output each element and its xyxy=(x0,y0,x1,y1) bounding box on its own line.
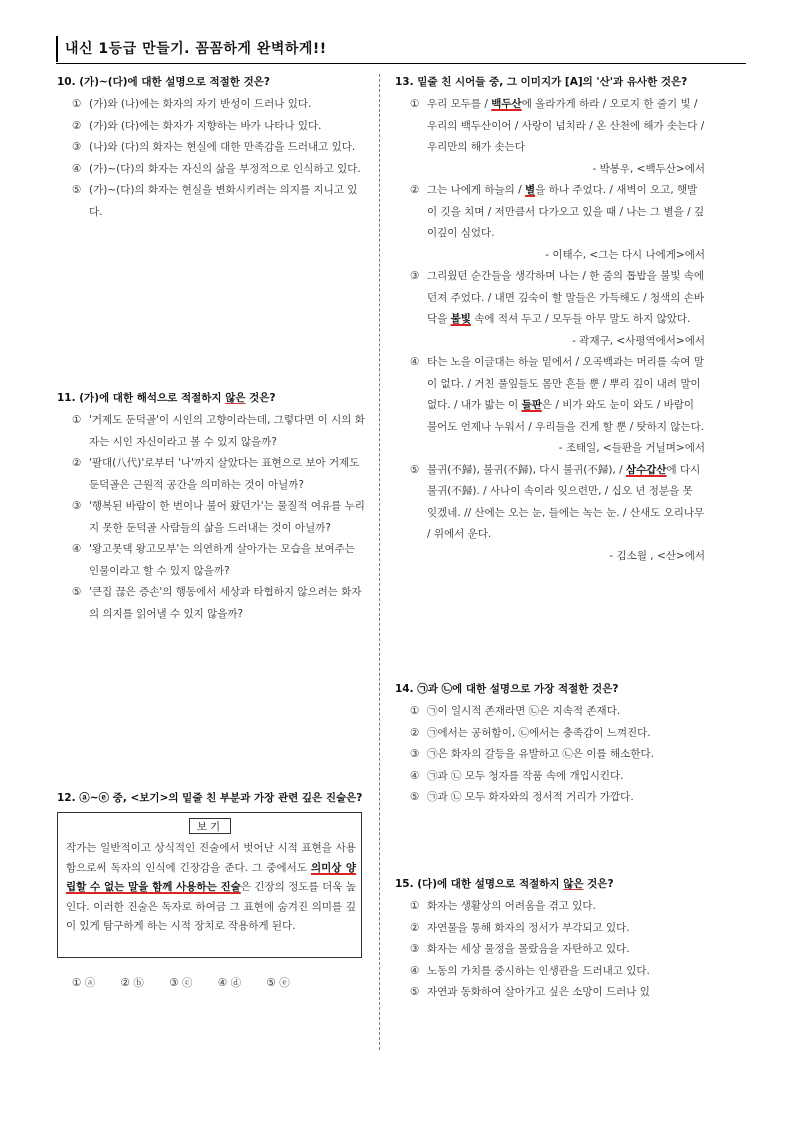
underlined-word: 별 xyxy=(525,184,536,196)
bogi-box xyxy=(57,812,362,958)
choice-item[interactable]: ⑤ 불귀(不歸), 불귀(不歸), 다시 불귀(不歸), / 삼수갑산에 다시 불귀(不歸). / 사나이 속이라 잊으련만, / 십오 년 정분을 못 잊겠네. // 산에는 오는 눈, 들에는 녹는 눈. / 산새도 오리나무 / 위에서 운다. - 김소월 , <산>에서 xyxy=(395,460,705,568)
choice-item[interactable]: ③ ⓒ xyxy=(169,977,193,989)
choice-item[interactable]: ④ ⓓ xyxy=(217,977,242,989)
choice-item[interactable]: ④ '왕고못댁 왕고모부'는 의연하게 살아가는 모습을 보여주는 인물이라고 할 수 있지 않을까? xyxy=(72,543,355,577)
choice-item[interactable]: ④ (가)~(다)의 화자는 자신의 삶을 부정적으로 인식하고 있다. xyxy=(72,162,361,175)
choice-item[interactable]: ① 우리 모두를 / 백두산에 올라가게 하라 / 오로지 한 줄기 빛 / 우리의 백두산이어 / 사랑이 넘치라 / 온 산천에 해가 솟는다 / 우리만의 해가 솟는다 - 박봉우, <백두산>에서 xyxy=(395,94,705,180)
choice-item[interactable]: ⑤ '큰집 끊은 증손'의 행동에서 세상과 타협하지 않으려는 화자의 의지를 읽어낼 수 있지 않을까? xyxy=(72,586,362,620)
choice-item[interactable]: ② (가)와 (다)에는 화자가 지향하는 바가 나타나 있다. xyxy=(72,119,322,132)
column-divider xyxy=(379,74,380,1050)
underlined-phrase: 의미상 양립할 수 없는 말을 함께 사용하는 진술 xyxy=(66,861,356,893)
choice-item[interactable]: ② '팔대(八代)'로부터 '나'까지 살았다는 표현으로 보아 거제도 둔덕골은 근원적 공간을 의미하는 것이 아닐까? xyxy=(72,457,360,491)
bogi-text: 작가는 일반적이고 상식적인 진술에서 벗어난 시적 표현을 사용함으로써 독자의 인식에 긴장감을 준다. 그 중에서도 의미상 양립할 수 없는 말을 함께 사용하는 진술은 긴장의 정도를 더욱 높인다. 이러한 진술은 독자로 하여금 그 표현에 숨겨진 의미를 깊이 있게 탐구하게 하는 시적 장치로 작용하게 된다. xyxy=(66,842,357,932)
choice-item[interactable]: ① (가)와 (나)에는 화자의 자기 반성이 드러나 있다. xyxy=(72,98,312,110)
header-rule xyxy=(56,63,746,64)
choice-item[interactable]: ① '거제도 둔덕골'이 시인의 고향이라는데, 그렇다면 이 시의 화자는 시인 자신이라고 볼 수 있지 않을까? xyxy=(72,414,365,448)
choice-item[interactable]: ③ 화자는 세상 물정을 몰랐음을 자탄하고 있다. xyxy=(410,943,630,955)
choice-item[interactable]: ③ 그리웠던 순간들을 생각하며 나는 / 한 줌의 톱밥을 불빛 속에 던져 주었다. / 내면 깊숙이 할 말들은 가득해도 / 청색의 손바닥을 불빛 속에 적셔 두고 / 모두들 아무 말도 하지 않았다. - 곽재구, <사평역에서>에서 xyxy=(395,266,705,352)
source-citation: - 곽재구, <사평역에서>에서 xyxy=(572,334,705,347)
choice-item[interactable]: ① ㉠이 일시적 존재라면 ㉡은 지속적 존재다. xyxy=(410,705,621,717)
question-12 xyxy=(57,790,377,806)
question-13 xyxy=(395,74,705,567)
choice-item[interactable]: ⑤ ㉠과 ㉡ 모두 화자와의 정서적 거리가 가깝다. xyxy=(410,791,634,803)
bogi-title: 보기 xyxy=(189,818,231,834)
choice-item[interactable]: ① ⓐ xyxy=(72,977,96,989)
question-stem: 15. (다)에 대한 설명으로 적절하지 않은 것은? xyxy=(395,878,614,890)
choice-item[interactable]: ① 화자는 생활상의 어려움을 겪고 있다. xyxy=(410,900,596,912)
choice-item[interactable]: ③ '행복된 바람이 한 번이나 불어 왔던가'는 물질적 여유를 누리지 못한 둔덕골 사람들의 삶을 드러내는 것이 아닐까? xyxy=(72,500,365,534)
underlined-word: 불빛 xyxy=(450,313,471,325)
header-bar xyxy=(56,36,58,62)
question-stem: 12. ⓐ~ⓔ 중, <보기>의 밑줄 친 부분과 가장 관련 깊은 진술은? xyxy=(57,792,363,804)
question-15 xyxy=(395,876,705,1004)
page-header xyxy=(56,34,746,62)
choice-item[interactable]: ⑤ ⓔ xyxy=(266,977,290,989)
source-citation: - 조태일, <들판을 거닐며>에서 xyxy=(558,442,705,454)
choice-item[interactable]: ② 그는 나에게 하늘의 / 별을 하나 주었다. / 새벽이 오고, 햇발이 깃을 치며 / 저만큼서 다가오고 있을 때 / 나는 그 별을 / 깊이깊이 심었다. - 이태수, <그는 다시 나에게>에서 xyxy=(395,180,705,266)
question-stem: 11. (가)에 대한 해석으로 적절하지 않은 것은? xyxy=(57,392,276,404)
choice-item[interactable]: ② ㉠에서는 공허함이, ㉡에서는 충족감이 느껴진다. xyxy=(410,726,651,739)
question-11 xyxy=(57,390,367,625)
underlined-word: 들판 xyxy=(521,399,542,411)
page-title: 내신 1등급 만들기. 꼼꼼하게 완벽하게!! xyxy=(65,41,327,57)
choice-item[interactable]: ② ⓑ xyxy=(120,977,144,989)
source-citation: - 박봉우, <백두산>에서 xyxy=(592,162,705,175)
underlined-word: 백두산 xyxy=(491,98,522,110)
question-10 xyxy=(57,74,367,223)
choice-item[interactable]: ② 자연물을 통해 화자의 정서가 부각되고 있다. xyxy=(410,921,630,934)
choice-item[interactable]: ③ ㉠은 화자의 갈등을 유발하고 ㉡은 이를 해소한다. xyxy=(410,748,654,760)
question-stem: 14. ㉠과 ㉡에 대한 설명으로 가장 적절한 것은? xyxy=(395,683,619,695)
choice-item[interactable]: ④ 노동의 가치를 중시하는 인생관을 드러내고 있다. xyxy=(410,964,650,977)
choice-item[interactable]: ④ ㉠과 ㉡ 모두 청자를 작품 속에 개입시킨다. xyxy=(410,769,624,782)
emphasis-underline: 않은 xyxy=(563,878,584,890)
question-14 xyxy=(395,681,705,809)
question-stem: 13. 밑줄 친 시어들 중, 그 이미지가 [A]의 '산'과 유사한 것은? xyxy=(395,76,688,88)
emphasis-underline: 않은 xyxy=(225,392,246,404)
question-stem: 10. (가)~(다)에 대한 설명으로 적절한 것은? xyxy=(57,76,270,88)
choice-item[interactable]: ③ (나)와 (다)의 화자는 현실에 대한 만족감을 드러내고 있다. xyxy=(72,141,356,153)
source-citation: - 김소월 , <산>에서 xyxy=(609,549,705,562)
q12-choices xyxy=(72,975,312,990)
underlined-word: 삼수갑산 xyxy=(625,463,667,476)
choice-item[interactable]: ⑤ 자연과 동화하여 살아가고 싶은 소망이 드러나 있 xyxy=(410,986,650,998)
source-citation: - 이태수, <그는 다시 나에게>에서 xyxy=(545,248,705,261)
choice-item[interactable]: ⑤ (가)~(다)의 화자는 현실을 변화시키려는 의지를 지니고 있다. xyxy=(72,184,358,218)
choice-item[interactable]: ④ 타는 노을 이글대는 하늘 밑에서 / 오곡백과는 머리를 숙여 말이 없다. / 거친 풀잎들도 몸만 흔들 뿐 / 뿌리 깊이 내려 말이 없다. / 내가 밟는 이 들판은 / 비가 와도 눈이 와도 / 바람이 불어도 언제나 누워서 / 우리들을 건게 할 뿐 / 탓하지 않는다. - 조태일, <들판을 거닐며>에서 xyxy=(395,352,705,460)
